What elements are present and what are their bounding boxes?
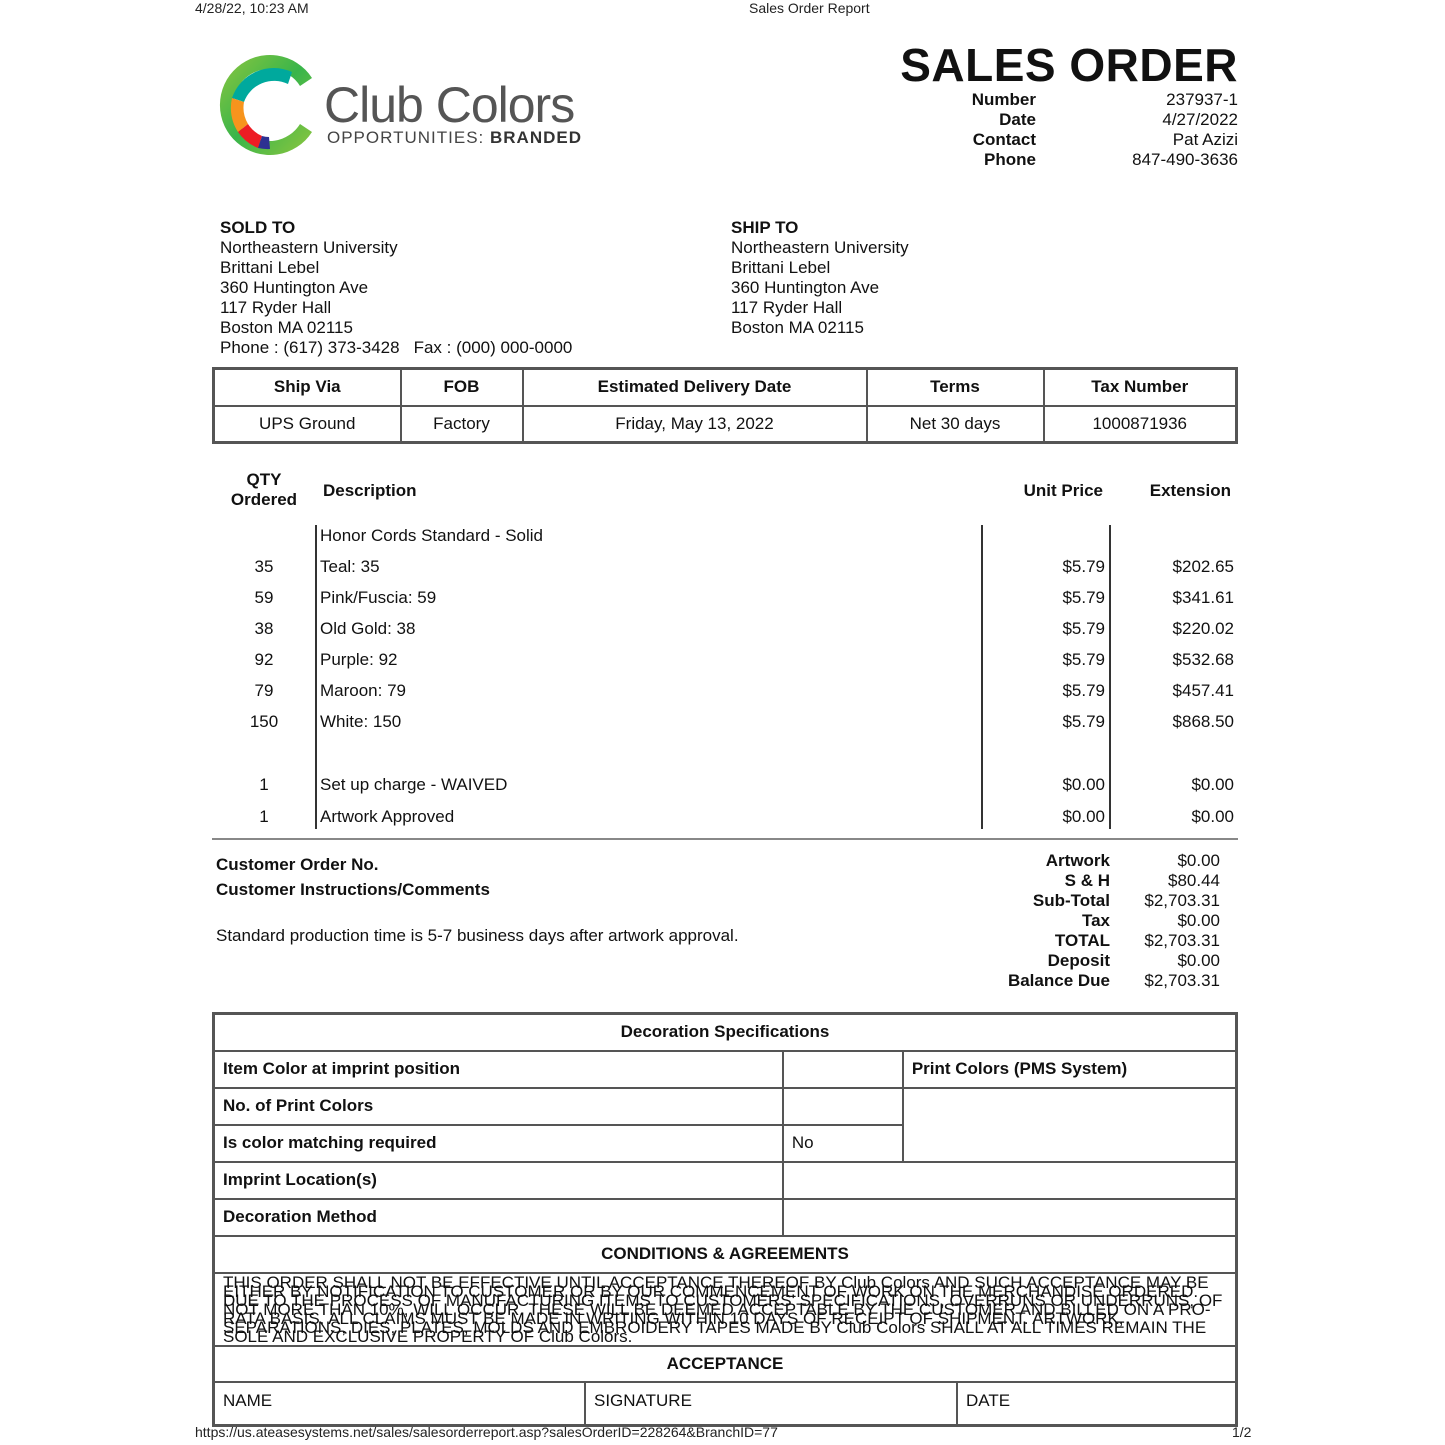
item-color-label: Item Color at imprint position: [214, 1051, 783, 1088]
deposit-value: $0.00: [1177, 951, 1220, 970]
ship-to-line: Boston MA 02115: [731, 318, 864, 337]
decoration-table: [212, 1012, 1238, 1427]
list-item: [212, 619, 1238, 650]
line-qty: 59: [254, 588, 274, 607]
list-item: [212, 557, 1238, 588]
num-print-colors-value: [783, 1088, 903, 1125]
conditions-title: CONDITIONS & AGREEMENTS: [214, 1236, 1237, 1273]
tax-label: Tax: [1081, 911, 1110, 930]
extension-header: Extension: [1149, 481, 1231, 500]
line-qty: 1: [259, 807, 269, 826]
line-ext: $457.41: [1172, 681, 1234, 700]
ship-to-line: 360 Huntington Ave: [731, 278, 880, 297]
line-desc: Set up charge - WAIVED: [320, 775, 508, 794]
conditions-text: THIS ORDER SHALL NOT BE EFFECTIVE UNTIL ACCEPTANCE THEREOF BY Club Colors AND SUCH ACCEPTANCE MAY BE EITHER BY NOTIFICATION TO CUSTOMER OR BY OUR COMMENCEMENT OF WORK ON THE MERCHANDISE ORDERED. DUE TO THE PROCESS OF MANUFACTURING ITEMS TO CUSTOMERS' SPECIFICATIONS, OVERRUNS OR UNDERRUNS, OF NOT MORE THAN 10%, WILL OCCUR. THESE WILL BE DEEMED ACCEPTABLE BY THE CUSTOMER AND BILLED ON A PRO-RATA BASIS. ALL CLAIMS MUST BE MADE IN WRITING WITHIN 10 DAYS OF RECEIPT OF SHIPMENT. ARTWORK, SEPARATIONS, DIES, PLATES, MOLDS AND EMBROIDERY TAPES MADE BY Club Colors SHALL AT ALL TIMES REMAIN THE SOLE AND EXCLUSIVE PROPERTY OF Club Colors.: [214, 1273, 1237, 1346]
fob-header: FOB: [401, 369, 523, 406]
sales-order-title: SALES ORDER: [900, 39, 1238, 91]
customer-comment: Standard production time is 5-7 business days after artwork approval.: [216, 926, 739, 945]
logo-tagline-b: BRANDED: [490, 128, 582, 147]
terms-header: Terms: [867, 369, 1044, 406]
sold-to-line: 117 Ryder Hall: [220, 298, 332, 317]
shipping-table: [212, 367, 1238, 444]
print-footer-url[interactable]: https://us.ateasesystems.net/sales/salesorderreport.asp?salesOrderID=228264&BranchID=77: [195, 1424, 778, 1440]
line-ext: $0.00: [1191, 807, 1234, 826]
list-item: [212, 743, 1238, 775]
totals-block: [990, 851, 1220, 991]
print-colors-label: Print Colors (PMS System): [903, 1051, 1237, 1088]
acceptance-title: ACCEPTANCE: [214, 1346, 1237, 1382]
line-qty: 79: [254, 681, 274, 700]
print-footer-page: 1/2: [1232, 1424, 1252, 1440]
acceptance-name-field[interactable]: NAME: [215, 1383, 586, 1424]
num-print-colors-label: No. of Print Colors: [214, 1088, 783, 1125]
order-phone-value: 847-490-3636: [1132, 150, 1238, 169]
deposit-label: Deposit: [1047, 951, 1110, 970]
line-desc: White: 150: [320, 712, 402, 731]
line-price: $0.00: [1062, 807, 1105, 826]
customer-order-no-label: Customer Order No.: [216, 855, 379, 874]
logo-tagline-a: OPPORTUNITIES:: [327, 128, 485, 147]
line-ext: $532.68: [1172, 650, 1234, 669]
list-item: [212, 681, 1238, 712]
logo-wordmark: Club Colors: [324, 77, 575, 133]
qty-header-a: QTY: [246, 470, 282, 489]
print-title: Sales Order Report: [749, 0, 870, 16]
line-price: $5.79: [1062, 557, 1105, 576]
line-price: $5.79: [1062, 681, 1105, 700]
acceptance-row: [214, 1382, 1237, 1426]
list-item: [212, 775, 1238, 807]
line-qty: 38: [254, 619, 274, 638]
sh-label: S & H: [1064, 871, 1110, 890]
ship-to-line: Brittani Lebel: [731, 258, 831, 277]
line-price: $5.79: [1062, 588, 1105, 607]
imprint-location-label: Imprint Location(s): [214, 1162, 783, 1199]
line-qty: 1: [259, 775, 269, 794]
unit-price-header: Unit Price: [1023, 481, 1103, 500]
line-ext: $0.00: [1191, 775, 1234, 794]
print-datetime: 4/28/22, 10:23 AM: [195, 0, 309, 16]
terms-value: Net 30 days: [867, 406, 1044, 443]
list-item: [212, 526, 1238, 557]
line-desc: Old Gold: 38: [320, 619, 416, 638]
line-ext: $202.65: [1172, 557, 1234, 576]
order-meta: [916, 90, 1238, 170]
qty-header: [212, 470, 316, 510]
sold-to-line: Northeastern University: [220, 238, 398, 257]
delivery-date-value: Friday, May 13, 2022: [523, 406, 867, 443]
line-price: $5.79: [1062, 650, 1105, 669]
list-item: [212, 712, 1238, 743]
line-price: $0.00: [1062, 775, 1105, 794]
decoration-method-label: Decoration Method: [214, 1199, 783, 1236]
ship-to-heading: SHIP TO: [731, 218, 799, 237]
order-date-label: Date: [999, 110, 1036, 129]
line-items: [212, 526, 1238, 839]
order-phone-label: Phone: [984, 150, 1036, 169]
item-color-value: [783, 1051, 903, 1088]
decoration-title: Decoration Specifications: [214, 1014, 1237, 1051]
line-ext: $868.50: [1172, 712, 1234, 731]
sold-to-line: 360 Huntington Ave: [220, 278, 369, 297]
ship-to-line: 117 Ryder Hall: [731, 298, 843, 317]
artwork-label: Artwork: [1045, 851, 1110, 870]
line-price: $5.79: [1062, 619, 1105, 638]
artwork-value: $0.00: [1177, 851, 1220, 870]
list-item: [212, 650, 1238, 681]
line-desc: Teal: 35: [320, 557, 380, 576]
sold-to-phone: Phone : (617) 373-3428: [220, 338, 400, 357]
club-colors-logo-icon: [212, 50, 322, 160]
line-price: $5.79: [1062, 712, 1105, 731]
order-number-label: Number: [971, 90, 1036, 109]
logo-tagline: [327, 128, 582, 148]
order-number-value: 237937-1: [1166, 90, 1238, 109]
ship-via-header: Ship Via: [214, 369, 401, 406]
line-desc: Maroon: 79: [320, 681, 406, 700]
line-desc: Honor Cords Standard - Solid: [320, 526, 544, 545]
order-contact-value: Pat Azizi: [1172, 130, 1238, 149]
tax-value: $0.00: [1177, 911, 1220, 930]
tax-number-header: Tax Number: [1044, 369, 1237, 406]
tax-number-value: 1000871936: [1044, 406, 1237, 443]
line-qty: 92: [254, 650, 274, 669]
items-divider: [212, 838, 1238, 840]
ship-to-block: [731, 218, 909, 338]
imprint-location-value: [783, 1162, 1237, 1199]
subtotal-label: Sub-Total: [1032, 891, 1110, 910]
list-item: [212, 807, 1238, 839]
decoration-method-value: [783, 1199, 1237, 1236]
line-desc: Artwork Approved: [320, 807, 455, 826]
subtotal-value: $2,703.31: [1144, 891, 1220, 910]
sh-value: $80.44: [1168, 871, 1220, 890]
acceptance-date-field[interactable]: DATE: [966, 1390, 1011, 1410]
sold-to-block: [220, 218, 572, 358]
line-qty: 35: [254, 557, 274, 576]
description-header: Description: [323, 481, 417, 500]
print-colors-value: [903, 1088, 1237, 1162]
sold-to-line: Brittani Lebel: [220, 258, 320, 277]
ship-via-value: UPS Ground: [214, 406, 401, 443]
total-label: TOTAL: [1054, 931, 1110, 950]
line-desc: Pink/Fuscia: 59: [320, 588, 437, 607]
line-desc: Purple: 92: [320, 650, 398, 669]
color-matching-value: No: [783, 1125, 903, 1162]
sold-to-line: Boston MA 02115: [220, 318, 353, 337]
list-item: [212, 588, 1238, 619]
fob-value: Factory: [401, 406, 523, 443]
balance-due-label: Balance Due: [1007, 971, 1110, 990]
total-value: $2,703.31: [1144, 931, 1220, 950]
line-qty: 150: [249, 712, 279, 731]
ship-to-line: Northeastern University: [731, 238, 909, 257]
sold-to-heading: SOLD TO: [220, 218, 296, 237]
order-contact-label: Contact: [972, 130, 1036, 149]
customer-instructions-label: Customer Instructions/Comments: [216, 880, 490, 899]
sold-to-fax: Fax : (000) 000-0000: [413, 338, 573, 357]
acceptance-signature-field[interactable]: SIGNATURE: [586, 1383, 958, 1424]
order-date-value: 4/27/2022: [1162, 110, 1238, 129]
delivery-date-header: Estimated Delivery Date: [523, 369, 867, 406]
balance-due-value: $2,703.31: [1144, 971, 1220, 990]
line-ext: $220.02: [1172, 619, 1234, 638]
line-ext: $341.61: [1172, 588, 1234, 607]
qty-header-b: Ordered: [230, 490, 298, 509]
color-matching-label: Is color matching required: [214, 1125, 783, 1162]
